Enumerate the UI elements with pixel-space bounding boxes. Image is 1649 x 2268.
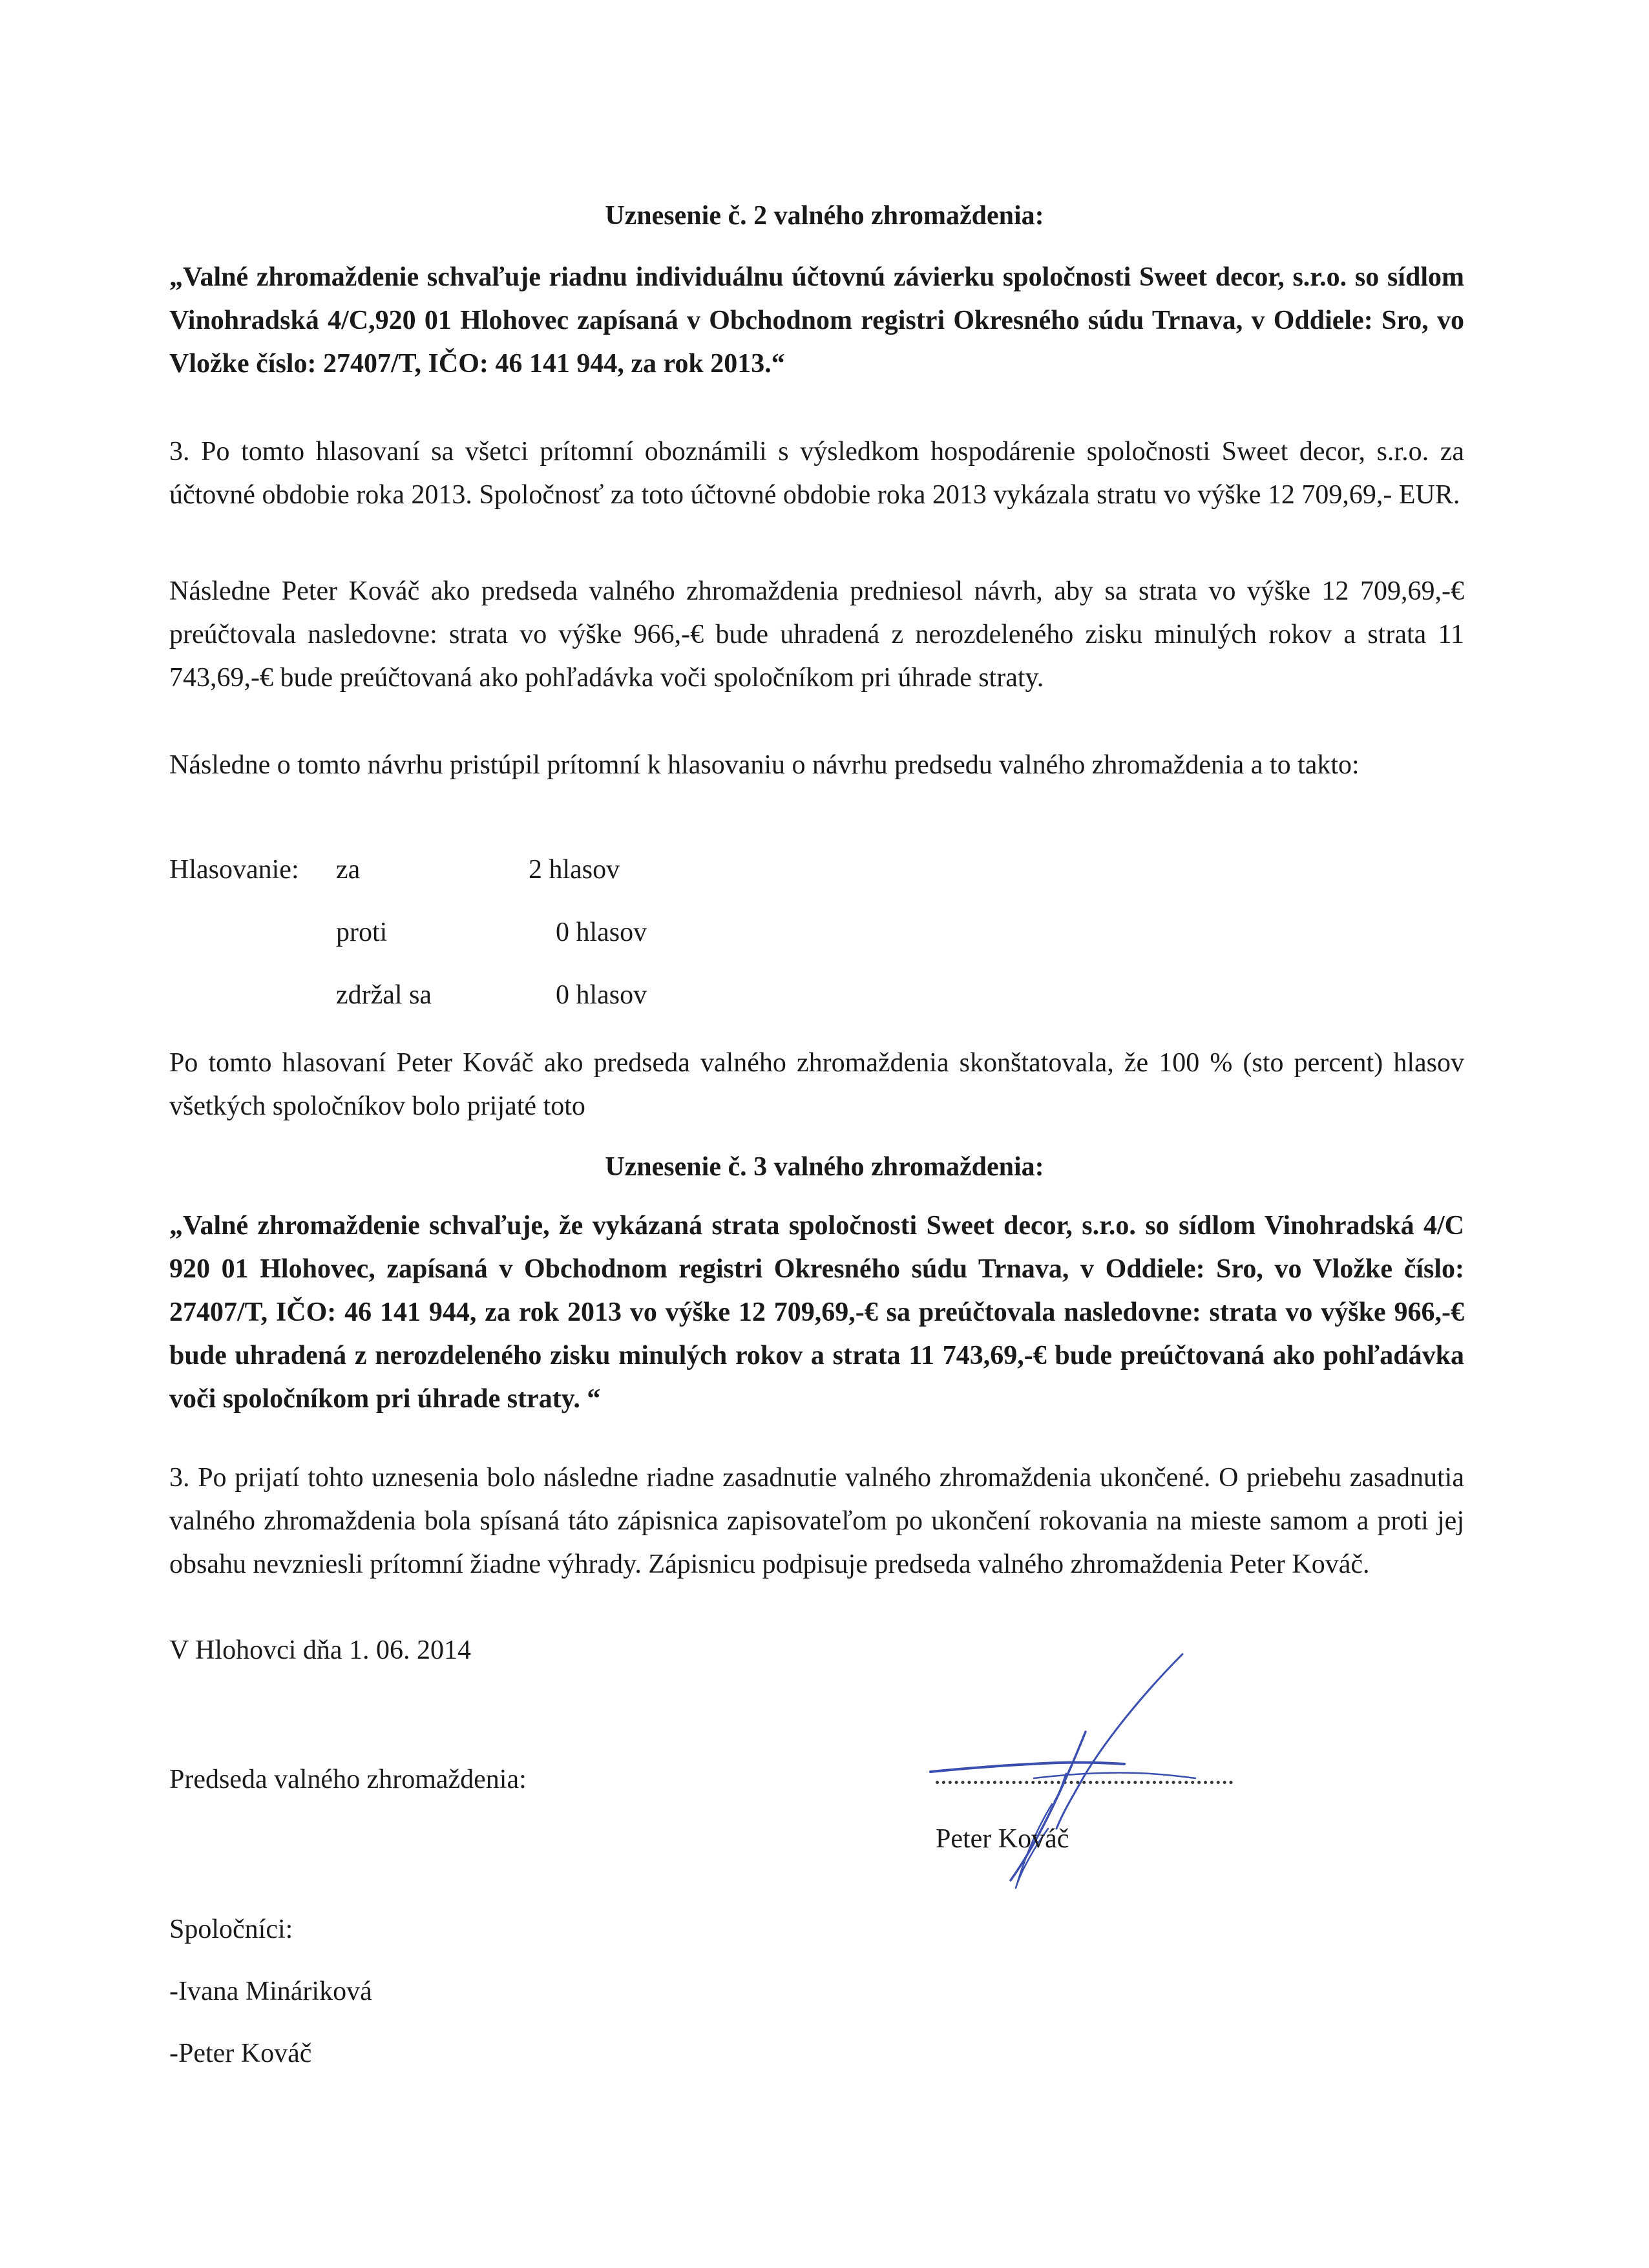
partner-name-2: -Peter Kováč <box>169 2039 312 2068</box>
voting-label: Hlasovanie: <box>169 855 299 885</box>
resolution-3-heading: Uznesenie č. 3 valného zhromaždenia: <box>605 1152 1044 1182</box>
vote-option-for: za <box>336 855 361 885</box>
place-and-date: V Hlohovci dňa 1. 06. 2014 <box>169 1635 472 1665</box>
resolution-2-heading: Uznesenie č. 2 valného zhromaždenia: <box>605 201 1044 231</box>
resolution-3-text: „Valné zhromaždenie schvaľuje, že vykázaná strata spoločnosti Sweet decor, s.r.o. so sídlom Vinohradská 4/C 920 01 Hlohovec, zapísaná v Obchodnom registri Okresného súdu Trnava, v Oddiele: Sro, vo Vložke číslo: 27407/T, IČO: 46 141 944, za rok 2013 vo výške 12 709,69,-€ sa preúčtovala nasledovne: strata vo výške 966,-€ bude uhradená z nerozdeleného zisku minulých rokov a strata 11 743,69,-€ bude preúčtovaná ako pohľadávka voči spoločníkom pri úhrade straty. “ <box>169 1211 1464 1414</box>
partners-label: Spoločníci: <box>169 1915 293 1944</box>
vote-count-abstain: 0 hlasov <box>556 980 647 1010</box>
proposal-paragraph: Následne Peter Kováč ako predseda valného zhromaždenia predniesol návrh, aby sa strata vo výške 12 709,69,-€ preúčtovala nasledovne: strata vo výške 966,-€ bude uhradená z nerozdeleného zisku minulých rokov a strata 11 743,69,-€ bude preúčtovaná ako pohľadávka voči spoločníkom pri úhrade straty. <box>169 576 1464 693</box>
resolution-2-text: „Valné zhromaždenie schvaľuje riadnu individuálnu účtovnú závierku spoločnosti Sweet decor, s.r.o. so sídlom Vinohradská 4/C,920 01 Hlohovec zapísaná v Obchodnom registri Okresného súdu Trnava, v Oddiele: Sro, vo Vložke číslo: 27407/T, IČO: 46 141 944, za rok 2013.“ <box>169 262 1464 379</box>
vote-option-abstain: zdržal sa <box>336 980 432 1010</box>
result-paragraph: 3. Po tomto hlasovaní sa všetci prítomní oboznámili s výsledkom hospodárenie spoločnosti Sweet decor, s.r.o. za účtovné obdobie roka 2013. Spoločnosť za toto účtovné obdobie roka 2013 vykázala stratu vo výške 12 709,69,- EUR. <box>169 437 1464 510</box>
chair-name: Peter Kováč <box>936 1824 1069 1854</box>
vote-count-against: 0 hlasov <box>556 918 647 947</box>
vote-option-against: proti <box>336 918 388 947</box>
voting-intro-paragraph: Následne o tomto návrhu pristúpil prítomní k hlasovaniu o návrhu predsedu valného zhromaždenia a to takto: <box>169 750 1360 780</box>
partner-name-1: -Ivana Mináriková <box>169 1977 372 2006</box>
handwritten-signature <box>872 1635 1234 1906</box>
chair-label: Predseda valného zhromaždenia: <box>169 1765 527 1794</box>
closing-paragraph: 3. Po prijatí tohto uznesenia bolo následne riadne zasadnutie valného zhromaždenia ukončené. O priebehu zasadnutia valného zhromaždenia bola spísaná táto zápisnica zapisovateľom po ukončení rokovania na mieste samom a proti jej obsahu nevzniesli prítomní žiadne výhrady. Zápisnicu podpisuje predseda valného zhromaždenia Peter Kováč. <box>169 1463 1464 1579</box>
conclusion-paragraph: Po tomto hlasovaní Peter Kováč ako predseda valného zhromaždenia skonštatovala, že 100 % (sto percent) hlasov všetkých spoločníkov bolo prijaté toto <box>169 1048 1464 1121</box>
vote-count-for: 2 hlasov <box>529 855 620 885</box>
